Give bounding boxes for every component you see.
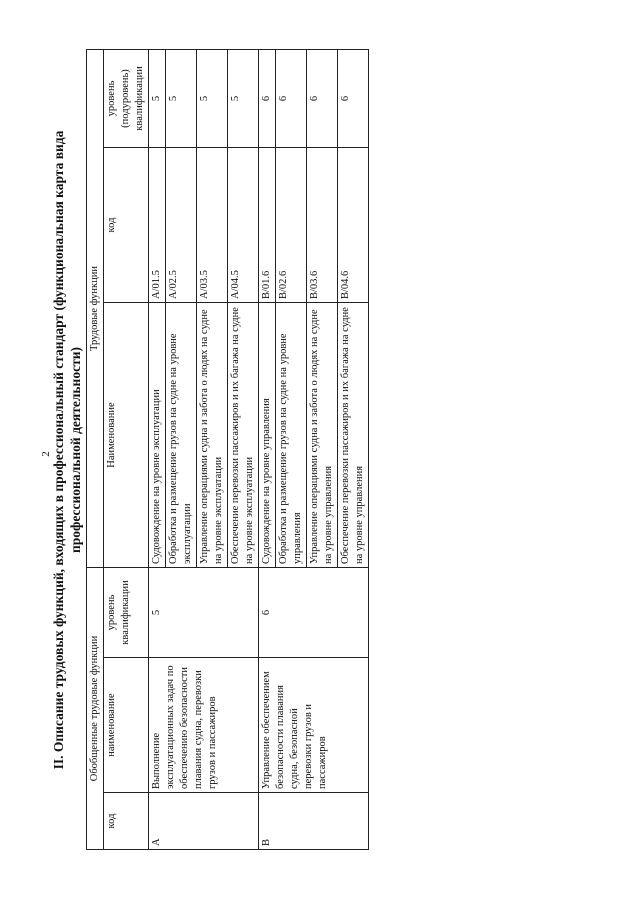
tf-level-cell: 6 [338,49,369,147]
tf-code-cell: В/02.6 [276,148,307,303]
document-subtitle: профессиональной деятельности) [68,347,83,553]
tf-level-cell: 5 [166,49,197,147]
tf-name-cell: Обеспечение перевозки пассажиров и их багажа на судне на уровне эксплуатации [228,303,259,568]
tf-code-cell: А/01.5 [149,148,166,303]
tf-code-cell: А/04.5 [228,148,259,303]
tf-code-cell: А/02.5 [166,148,197,303]
functional-map-table [86,49,369,850]
tf-level-cell: 5 [197,49,228,147]
col-code-header: код [104,793,149,850]
tf-name-cell: Судовождение на уровне управления [259,303,276,568]
tf-name-cell: Обработка и размещение грузов на судне на уровне управления [276,303,307,568]
tf-name-cell: Обработка и размещение грузов на судне на уровне эксплуатации [166,303,197,568]
tf-level-cell: 5 [228,49,259,147]
col-tf-name-header: Наименование [104,303,149,568]
gf-code-cell: А [149,793,259,850]
tf-level-cell: 6 [259,49,276,147]
tf-name-cell: Обеспечение перевозки пассажиров и их багажа на судне на уровне управления [338,303,369,568]
col-name-header: наименование [104,658,149,793]
page-number: 2 [40,451,52,457]
tf-name-cell: Управление операциями судна и забота о людях на судне на уровне эксплуатации [197,303,228,568]
tf-code-cell: В/03.6 [307,148,338,303]
rotated-content [50,50,369,850]
tf-level-cell: 5 [149,49,166,147]
tf-level-cell: 6 [307,49,338,147]
tf-level-cell: 6 [276,49,307,147]
gf-name-cell: Управление обеспечением безопасности плавания судна, безопасной перевозки грузов и пассажиров [259,658,369,793]
tf-code-cell: В/01.6 [259,148,276,303]
header-columns-row [104,49,149,849]
col-tf-level-header: уровень (подуровень) квалификации [104,49,149,147]
col-tf-code-header: код [104,148,149,303]
generalized-functions-header: Обобщенные трудовые функции [87,568,104,850]
gf-code-cell: В [259,793,369,850]
tf-code-cell: В/04.6 [338,148,369,303]
gf-name-cell: Выполнение эксплуатационных задач по обеспечению безопасности плавания судна, перевозки грузов и пассажиров [149,658,259,793]
gf-level-cell: 6 [259,568,369,658]
document-title: II. Описание трудовых функций, входящих в профессиональный стандарт (функциональная карта вида [51,130,66,770]
tf-name-cell: Судовождение на уровне эксплуатации [149,303,166,568]
col-level-header: уровень квалификации [104,568,149,658]
gf-level-cell: 5 [149,568,259,658]
header-group-row [87,49,104,849]
tf-code-cell: А/03.5 [197,148,228,303]
table-row [149,49,166,849]
table-row [259,49,276,849]
labor-functions-header: Трудовые функции [87,49,104,567]
tf-name-cell: Управление операциями судна и забота о людях на судне на уровне управления [307,303,338,568]
